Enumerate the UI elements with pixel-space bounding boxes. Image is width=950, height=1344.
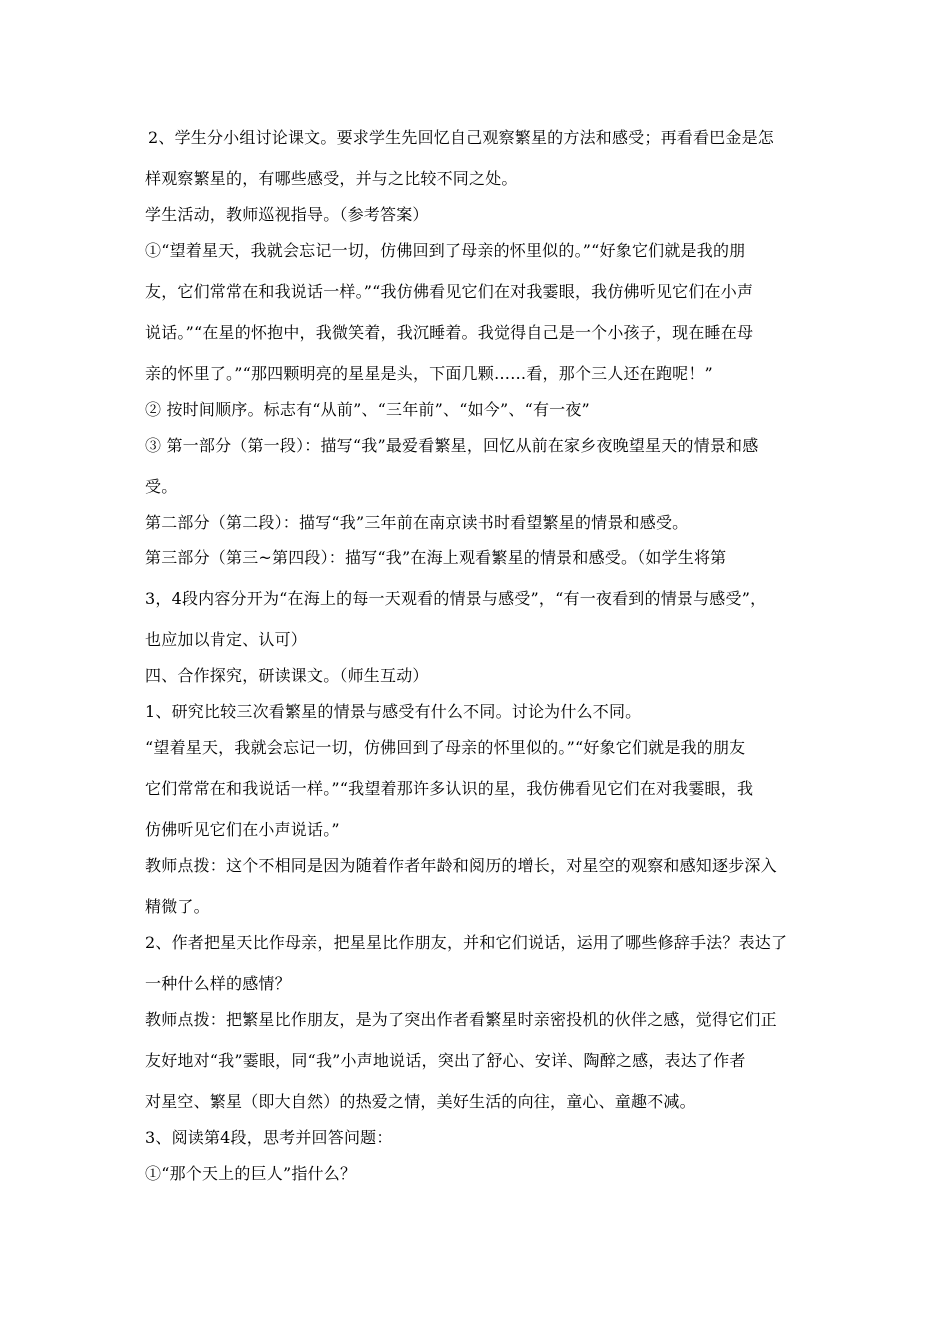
text-line: 说话。”“在星的怀抱中，我微笑着，我沉睡着。我觉得自己是一个小孩子，现在睡在母 [145,323,754,342]
text-line: 2、作者把星天比作母亲，把星星比作朋友，并和它们说话，运用了哪些修辞手法？表达了 [145,933,788,952]
text-line: 第二部分（第二段）：描写“我”三年前在南京读书时看望繁星的情景和感受。 [145,513,689,532]
text-line: 也应加以肯定、认可） [145,630,308,649]
text-line: 仿佛听见它们在小声说话。” [145,820,340,839]
text-line: 它们常常在和我说话一样。”“我望着那许多认识的星，我仿佛看见它们在对我霎眼，我 [145,779,754,798]
text-line: 亲的怀里了。”“那四颗明亮的星星是头，下面几颗……看，那个三人还在跑呢！” [145,364,713,383]
text-line: 2、学生分小组讨论课文。要求学生先回忆自己观察繁星的方法和感受；再看看巴金是怎 [148,128,774,147]
text-line: 教师点拨：这个不相同是因为随着作者年龄和阅历的增长，对星空的观察和感知逐步深入 [145,856,777,875]
text-line: ② 按时间顺序。标志有“从前”、“三年前”、“如今”、“有一夜” [145,400,590,419]
text-line: “望着星天，我就会忘记一切，仿佛回到了母亲的怀里似的。”“好象它们就是我的朋友 [145,738,746,757]
text-line: 友，它们常常在和我说话一样。”“我仿佛看见它们在对我霎眼，我仿佛听见它们在小声 [145,282,754,301]
text-line: 精微了。 [145,897,210,916]
text-line: ③ 第一部分（第一段）：描写“我”最爱看繁星，回忆从前在家乡夜晚望星天的情景和感 [145,436,759,455]
text-line: 第三部分（第三~第四段）：描写“我”在海上观看繁星的情景和感受。（如学生将第 [145,548,727,567]
text-line: 四、合作探究，研读课文。（师生互动） [145,666,429,685]
text-line: ①“望着星天，我就会忘记一切，仿佛回到了母亲的怀里似的。”“好象它们就是我的朋 [145,241,746,260]
text-line: ①“那个天上的巨人”指什么？ [145,1164,357,1183]
text-line: 3、阅读第4段，思考并回答问题： [145,1128,393,1147]
text-line: 一种什么样的感情？ [145,974,291,993]
text-line: 3，4段内容分开为“在海上的每一天观看的情景与感受”，“有一夜看到的情景与感受”， [145,589,767,608]
text-line: 教师点拨：把繁星比作朋友，是为了突出作者看繁星时亲密投机的伙伴之感，觉得它们正 [145,1010,777,1029]
text-line: 友好地对“我”霎眼，同“我”小声地说话，突出了舒心、安详、陶醉之感，表达了作者 [145,1051,746,1070]
text-line: 受。 [145,477,178,496]
text-line: 样观察繁星的，有哪些感受，并与之比较不同之处。 [145,169,518,188]
text-line: 对星空、繁星（即大自然）的热爱之情，美好生活的向往，童心、童趣不减。 [145,1092,696,1111]
text-line: 1、研究比较三次看繁星的情景与感受有什么不同。讨论为什么不同。 [145,702,642,721]
text-line: 学生活动，教师巡视指导。（参考答案） [145,205,429,224]
